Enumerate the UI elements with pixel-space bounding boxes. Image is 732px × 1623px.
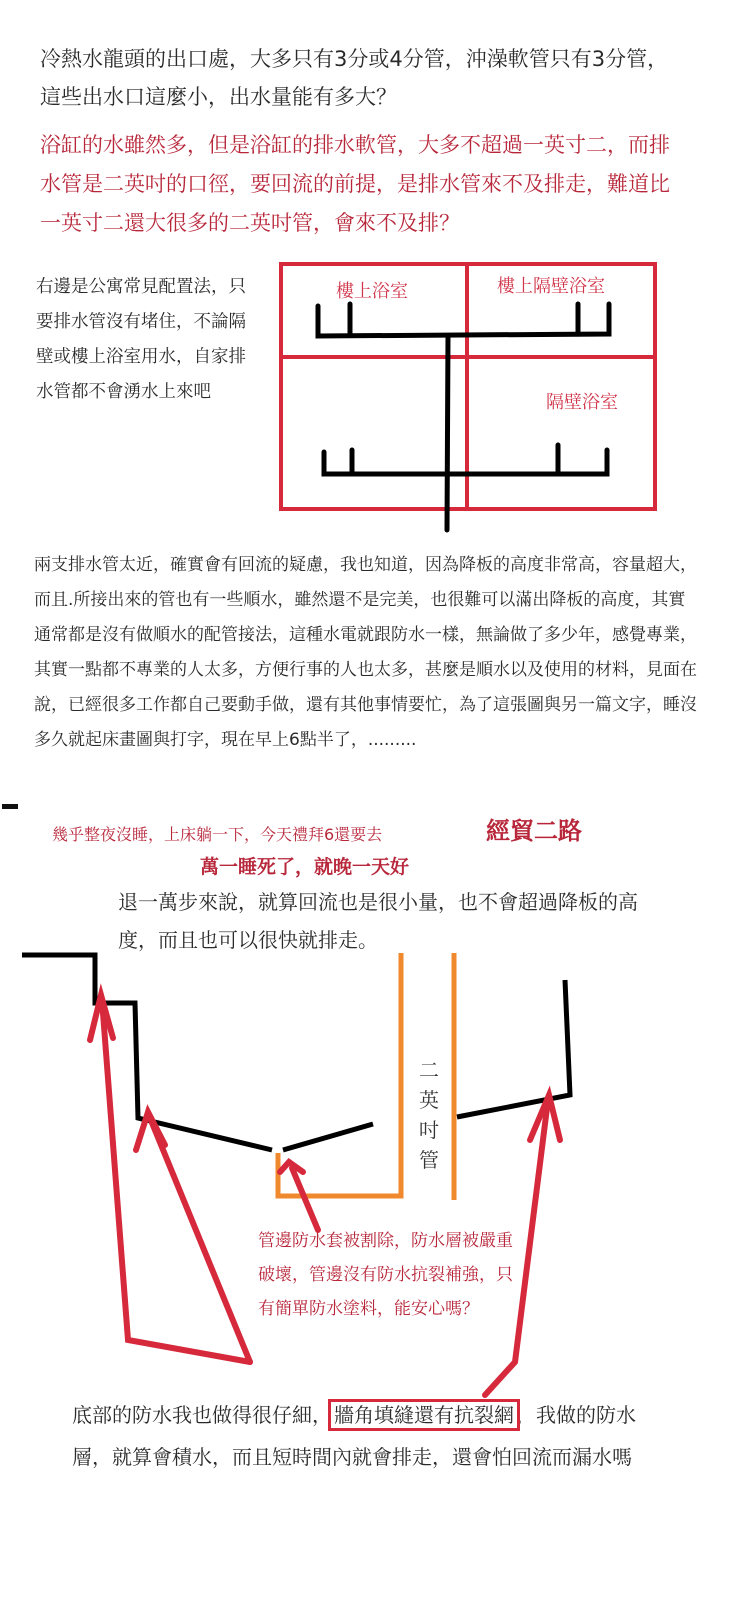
bottom-waterproof-text-end: ，我做的防水層，就算會積水，而且短時間內就會排走，還會怕回流而漏水嗎 xyxy=(72,1403,636,1469)
neighbor-bath-label: 隔壁浴室 xyxy=(546,392,618,413)
dash-mark xyxy=(2,804,18,809)
upstairs-bath-box xyxy=(281,264,467,357)
upstairs-bath-label: 樓上浴室 xyxy=(336,281,408,302)
no-sleep-note: 幾乎整夜沒睡，上床躺一下，今天禮拜6還要去 xyxy=(52,825,383,844)
apartment-layout-paragraph: 右邊是公寓常見配置法，只要排水管沒有堵住，不論隔壁或樓上浴室用水，自家排水管都不會湧水上來吧 xyxy=(36,277,246,402)
sleeve-damage-note: 管邊防水套被割除，防水層被嚴重破壞，管邊沒有防水抗裂補強，只有簡單防水塗料，能安心嗎？ xyxy=(258,1231,513,1319)
two-inch-pipe-label: 二英吋管 xyxy=(419,1058,439,1172)
bottom-waterproof-paragraph xyxy=(72,1394,672,1478)
backflow-explanation-paragraph: 兩支排水管太近，確實會有回流的疑慮，我也知道，因為降板的高度非常高，容量超大，而且.所接出來的管也有一些順水，雖然還不是完美，也很難可以滿出降板的高度，其實通常都是沒有做順水的配管接法，這種水電就跟防水一樣，無論做了多少年，感覺專業，其實一點都不專業的人太多，方便行事的人也太多，甚麼是順水以及使用的材料，見面在說，已經很多工作都自己要動手做，還有其他事情要忙，為了這張圖與另一篇文字，睡沒多久就起床畫圖與打字，現在早上6點半了，......... xyxy=(34,555,697,750)
intro-paragraph: 冷熱水龍頭的出口處，大多只有3分或4分管，沖澡軟管只有3分管，這些出水口這麼小，出水量能有多大？ xyxy=(40,47,669,109)
two-inch-pipe-left-wall xyxy=(278,953,401,1196)
bathtub-paragraph: 浴缸的水雖然多，但是浴缸的排水軟管，大多不超過一英寸二，而排水管是二英吋的口徑，要回流的前提，是排水管來不及排走，難道比一英寸二還大很多的二英吋管，會來不及排？ xyxy=(40,133,670,235)
location-label: 經貿二路 xyxy=(486,817,582,845)
neighbor-bath-box xyxy=(467,357,655,509)
corner-mesh-highlight: 牆角填縫還有抗裂網 xyxy=(334,1403,514,1427)
arrow-to-inner-corner xyxy=(150,1118,250,1362)
right-floor-outline xyxy=(283,1124,373,1150)
bottom-waterproof-text-start: 底部的防水我也做得很仔細， xyxy=(72,1403,332,1427)
arrow-to-pipe-edge xyxy=(292,1168,318,1230)
upper-drain-pipe xyxy=(318,304,609,336)
floor-section-diagram xyxy=(0,900,732,1420)
main-drain-stack xyxy=(447,336,448,530)
upstairs-neighbor-bath-label: 樓上隔壁浴室 xyxy=(497,276,605,297)
sleep-late-note: 萬一睡死了，就晚一天好 xyxy=(200,856,410,878)
small-backflow-paragraph: 退一萬步來說，就算回流也是很小量，也不會超過降板的高度，而且也可以很快就排走。 xyxy=(118,890,638,952)
downstairs-bath-box xyxy=(281,357,467,509)
